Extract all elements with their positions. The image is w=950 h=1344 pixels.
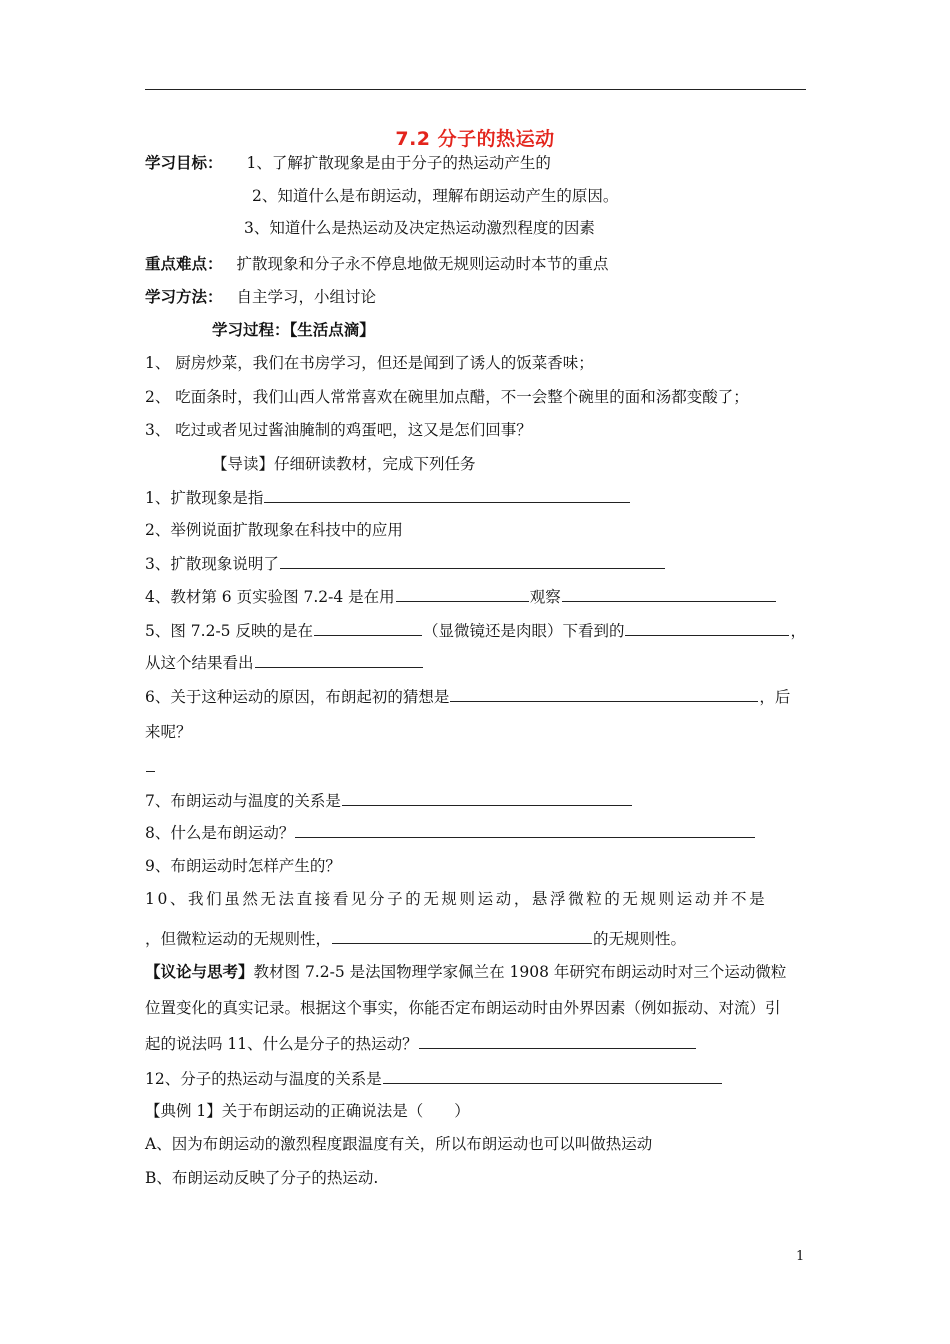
answer-blank[interactable] [295, 822, 755, 838]
goal-1: 1、了解扩散现象是由于分子的热运动产生的 [246, 154, 551, 172]
question-5-comma: ， [790, 622, 806, 640]
example-label: 【典例 1】 [145, 1102, 222, 1120]
question-6-cont: 来呢？ [145, 723, 192, 741]
goals-row-1 [145, 153, 551, 173]
method-label: 学习方法： [145, 287, 223, 306]
answer-blank[interactable] [419, 1033, 696, 1049]
discuss-row-1 [145, 962, 786, 982]
question-9: 9、布朗运动时怎样产生的？ [145, 857, 341, 875]
question-10-text-b: ，但微粒运动的无规则性， [145, 930, 332, 948]
question-5 [145, 620, 806, 641]
question-1-text: 1、扩散现象是指 [145, 489, 264, 507]
option-b: B、布朗运动反映了分子的热运动. [145, 1169, 379, 1187]
discuss-row-2: 位置变化的真实记录。根据这个事实，你能否定布朗运动时由外界因素（例如振动、对流）引 [145, 999, 781, 1017]
guide-row [212, 454, 476, 474]
key-label: 重点难点： [145, 254, 223, 273]
question-10-cont [145, 928, 686, 949]
example-row [145, 1101, 470, 1121]
question-5-text: 5、图 7.2-5 反映的是在 [145, 622, 313, 640]
answer-blank[interactable] [342, 790, 632, 806]
question-4-text: 4、教材第 6 页实验图 7.2-4 是在用 [145, 588, 395, 606]
question-4 [145, 586, 777, 607]
goals-label: 学习目标： [145, 153, 223, 172]
question-5-cont [145, 652, 424, 673]
guide-text: 仔细研读教材，完成下列任务 [274, 455, 476, 473]
discuss-row-3 [145, 1033, 697, 1054]
answer-blank[interactable] [332, 928, 592, 944]
question-8 [145, 822, 756, 843]
question-5-text-d: 从这个结果看出 [145, 654, 254, 672]
question-10-text-c: 的无规则性。 [593, 930, 687, 948]
answer-blank[interactable] [264, 487, 630, 503]
answer-blank[interactable] [255, 652, 423, 668]
question-7-text: 7、布朗运动与温度的关系是 [145, 792, 341, 810]
life-item-2: 2、 吃面条时，我们山西人常常喜欢在碗里加点醋，不一会整个碗里的面和汤都变酸了； [145, 388, 749, 406]
key-row [145, 254, 609, 274]
question-10: 10、我们虽然无法直接看见分子的无规则运动，悬浮微粒的无规则运动并不是 [145, 890, 768, 908]
discuss-label: 【议论与思考】 [145, 962, 254, 981]
answer-blank[interactable] [396, 586, 529, 602]
question-7 [145, 790, 633, 811]
question-4-text-b: 观察 [529, 588, 561, 606]
question-8-text: 8、什么是布朗运动？ [145, 824, 295, 842]
short-blank [146, 756, 155, 772]
guide-label: 【导读】 [212, 455, 275, 473]
answer-blank[interactable] [280, 553, 665, 569]
goal-2: 2、知道什么是布朗运动，理解布朗运动产生的原因。 [252, 187, 619, 205]
question-3 [145, 553, 666, 574]
question-2: 2、举例说面扩散现象在科技中的应用 [145, 521, 403, 539]
question-6-text-b: ，后 [759, 688, 791, 706]
question-6 [145, 686, 790, 707]
page-title: 7.2 分子的热运动 [395, 128, 555, 150]
process-label: 学习过程： [212, 320, 290, 339]
option-a: A、因为布朗运动的激烈程度跟温度有关，所以布朗运动也可以叫做热运动 [145, 1135, 653, 1153]
example-text: 关于布朗运动的正确说法是（ ） [221, 1102, 470, 1120]
method-row [145, 287, 376, 307]
stray-mark [145, 756, 156, 777]
life-item-1: 1、 厨房炒菜，我们在书房学习，但还是闻到了诱人的饭菜香味； [145, 354, 594, 372]
question-6-text: 6、关于这种运动的原因，布朗起初的猜想是 [145, 688, 450, 706]
question-12 [145, 1068, 723, 1089]
answer-blank[interactable] [383, 1068, 722, 1084]
method-text: 自主学习，小组讨论 [236, 288, 377, 306]
life-item-3: 3、 吃过或者见过酱油腌制的鸡蛋吧，这又是怎们回事？ [145, 421, 532, 439]
header-rule [145, 89, 806, 90]
life-label: 【生活点滴】 [289, 320, 375, 339]
discuss-text-3: 起的说法吗 11、什么是分子的热运动？ [145, 1035, 418, 1053]
question-12-text: 12、分子的热运动与温度的关系是 [145, 1070, 382, 1088]
question-5-text-b: （显微镜还是肉眼）下看到的 [422, 622, 625, 640]
answer-blank[interactable] [314, 620, 422, 636]
page-number: 1 [796, 1249, 805, 1264]
process-row [212, 320, 375, 340]
discuss-text-1: 教材图 7.2-5 是法国物理学家佩兰在 1908 年研究布朗运动时对三个运动微粒 [253, 963, 787, 981]
answer-blank[interactable] [562, 586, 776, 602]
answer-blank[interactable] [625, 620, 789, 636]
question-1 [145, 487, 631, 508]
answer-blank[interactable] [450, 686, 758, 702]
goal-3: 3、知道什么是热运动及决定热运动激烈程度的因素 [244, 219, 595, 237]
key-text: 扩散现象和分子永不停息地做无规则运动时本节的重点 [236, 255, 609, 273]
question-3-text: 3、扩散现象说明了 [145, 555, 279, 573]
